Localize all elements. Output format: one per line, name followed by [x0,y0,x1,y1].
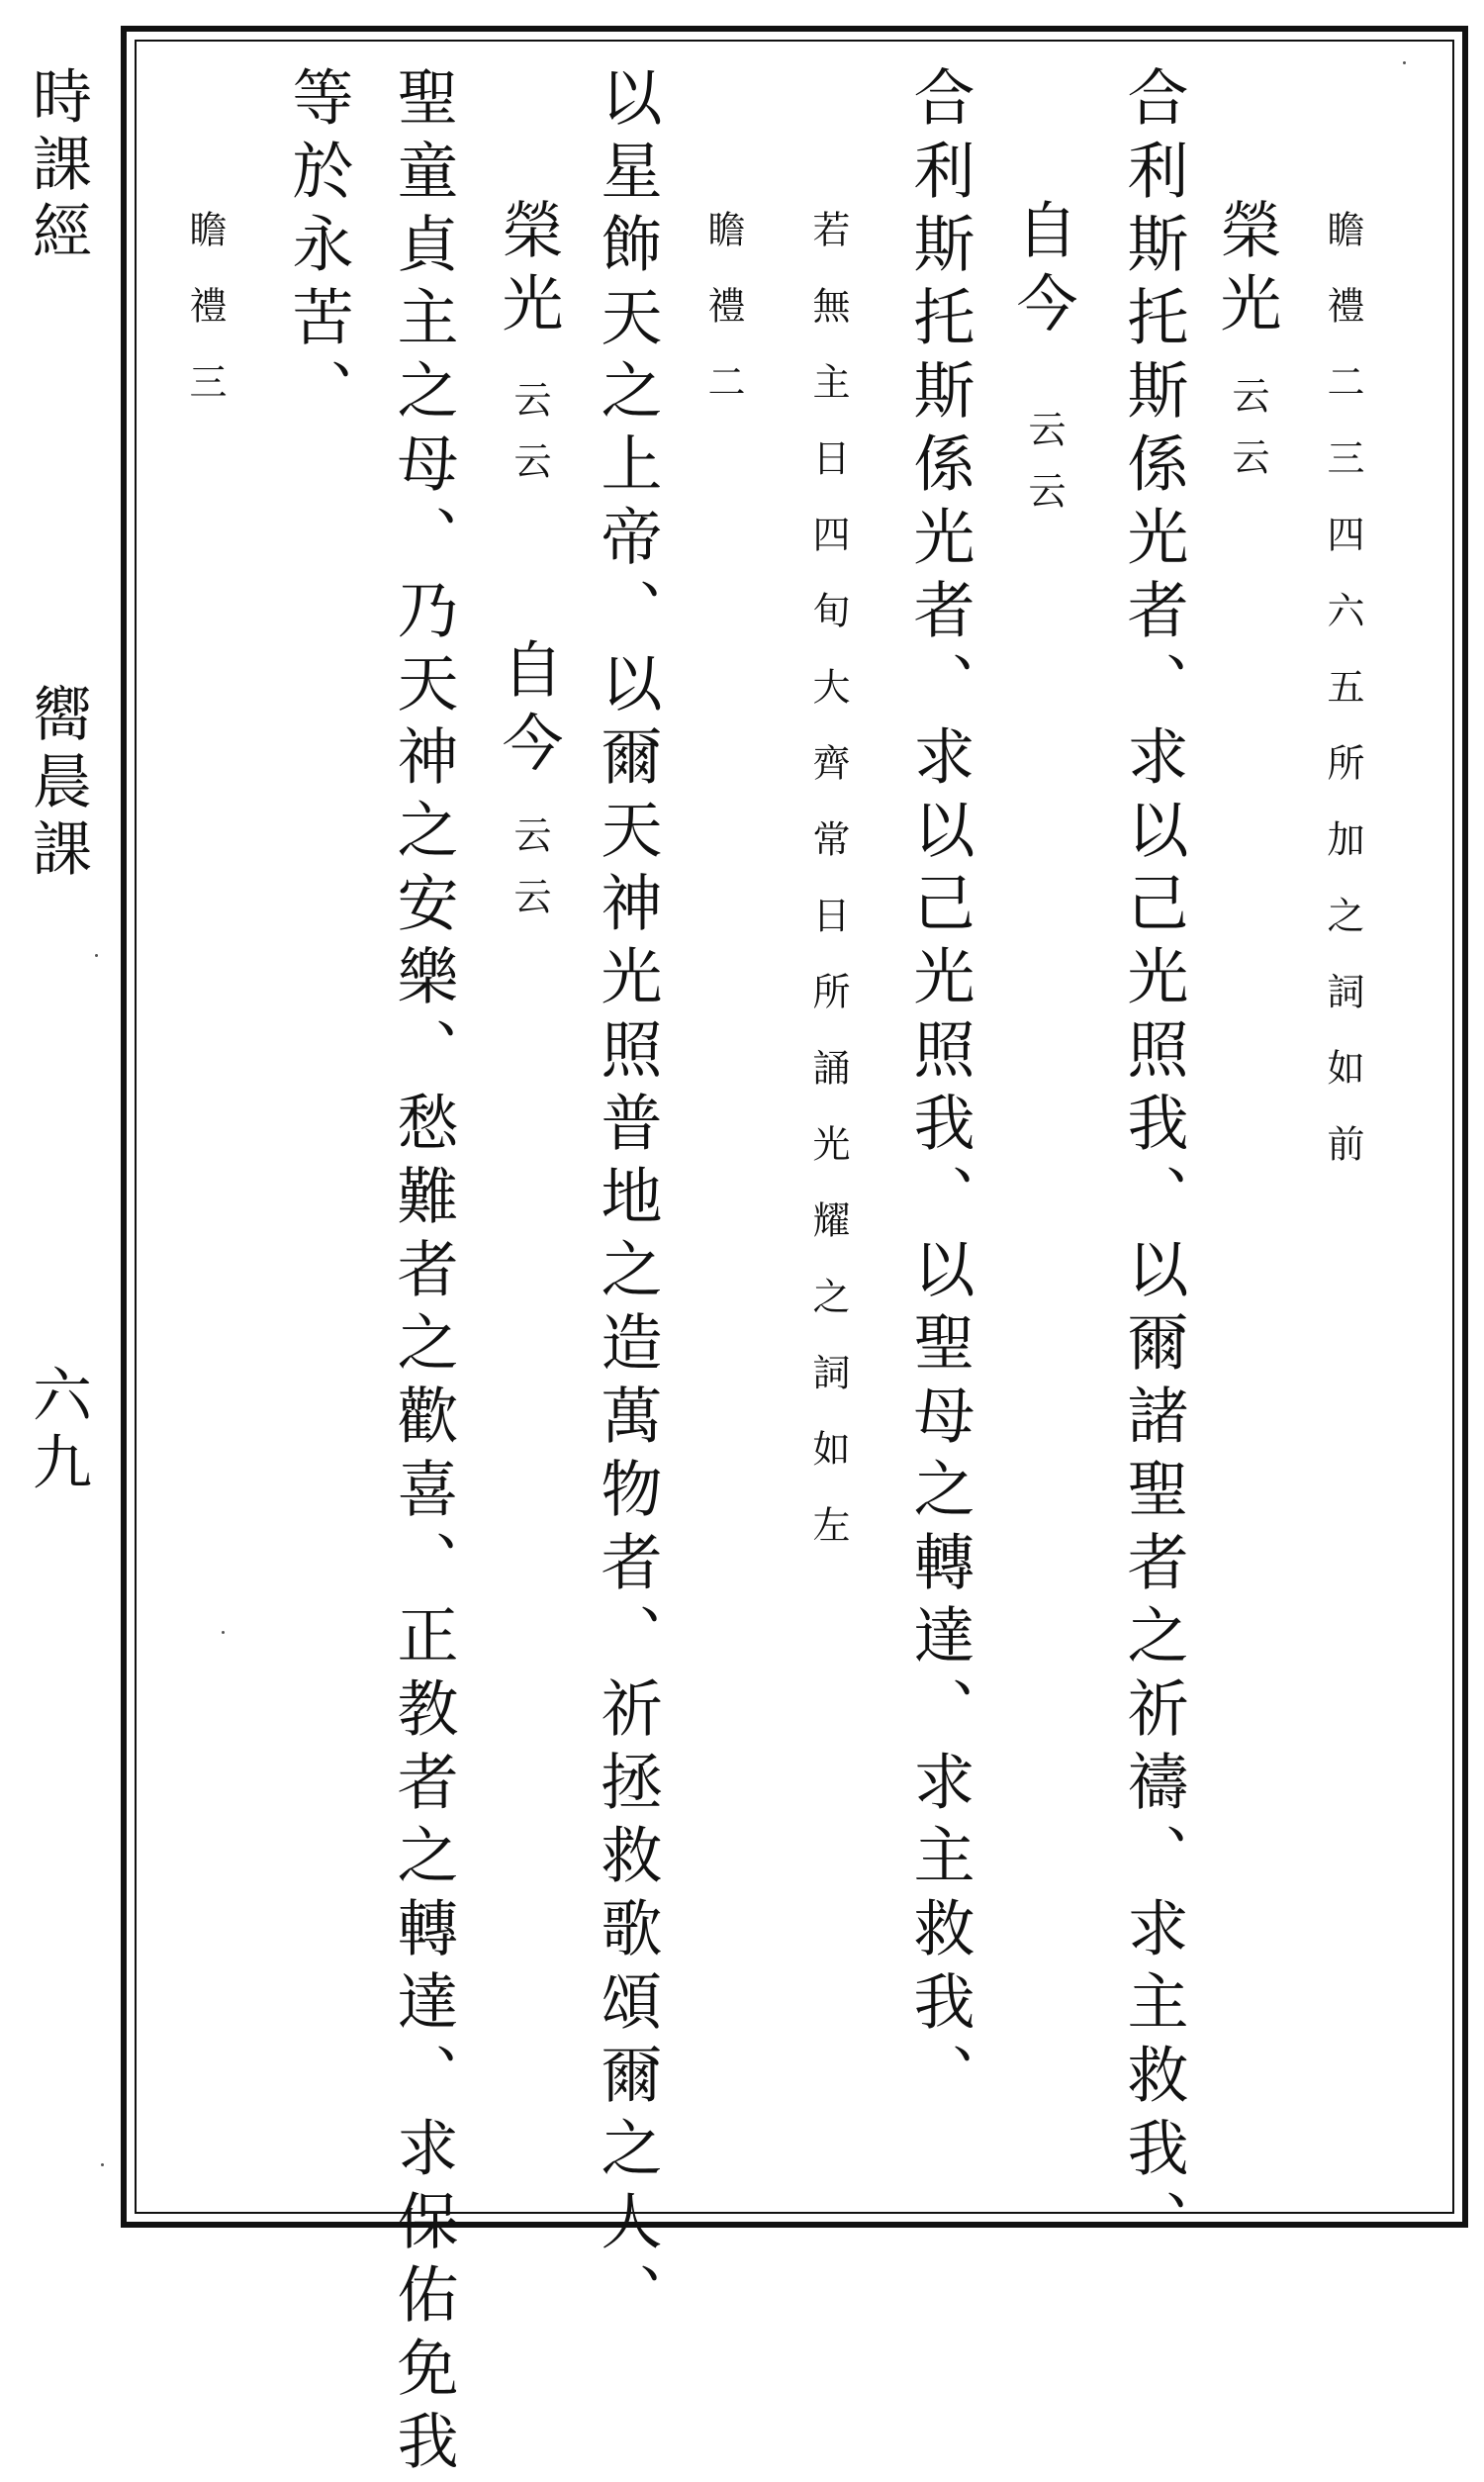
scan-speck [1403,61,1406,64]
column-6-rubric: 若無主日四旬大齊常日所誦光耀之詞如左 [806,210,850,1581]
column-5-prayer: 合利斯托斯係光者、求以己光照我、以聖母之轉達、求主救我、 [903,65,975,2116]
column-10-theotokion: 聖童貞主之母、乃天神之安樂、愁難者之歡喜、正教者之轉達、求保佑免我 [387,65,459,2482]
column-11-continuation: 等於永苦、 [282,65,354,431]
column-9-gloria: 榮光 [492,198,564,344]
page-number: 六九 [23,1364,92,1498]
column-9-tail-2: 云云 [508,815,551,938]
column-3-tail: 云云 [1226,376,1269,499]
section-title: 嚮晨課 [23,683,92,885]
column-4-tail: 云云 [1022,410,1066,532]
column-4-now: 自今 [1006,198,1078,344]
column-1-rubric: 瞻禮二三四六五所加之詞如前 [1321,210,1364,1200]
column-7-prayer: 以星飾天之上帝、以爾天神光照普地之造萬物者、祈拯救歌頌爾之人、 [591,65,663,2336]
scan-speck [222,1631,225,1634]
column-9-tail: 云云 [508,380,551,503]
book-title: 時課經 [23,65,92,267]
column-9-now: 自今 [492,637,564,784]
scan-speck [101,2163,104,2166]
column-2-prayer: 合利斯托斯係光者、求以己光照我、以爾諸聖者之祈禱、求主救我、 [1117,65,1189,2262]
scan-speck [95,954,98,957]
column-8-rubric: 瞻禮二 [701,210,745,438]
column-12-rubric: 瞻禮三 [183,210,227,438]
column-3-gloria: 榮光 [1210,198,1282,344]
